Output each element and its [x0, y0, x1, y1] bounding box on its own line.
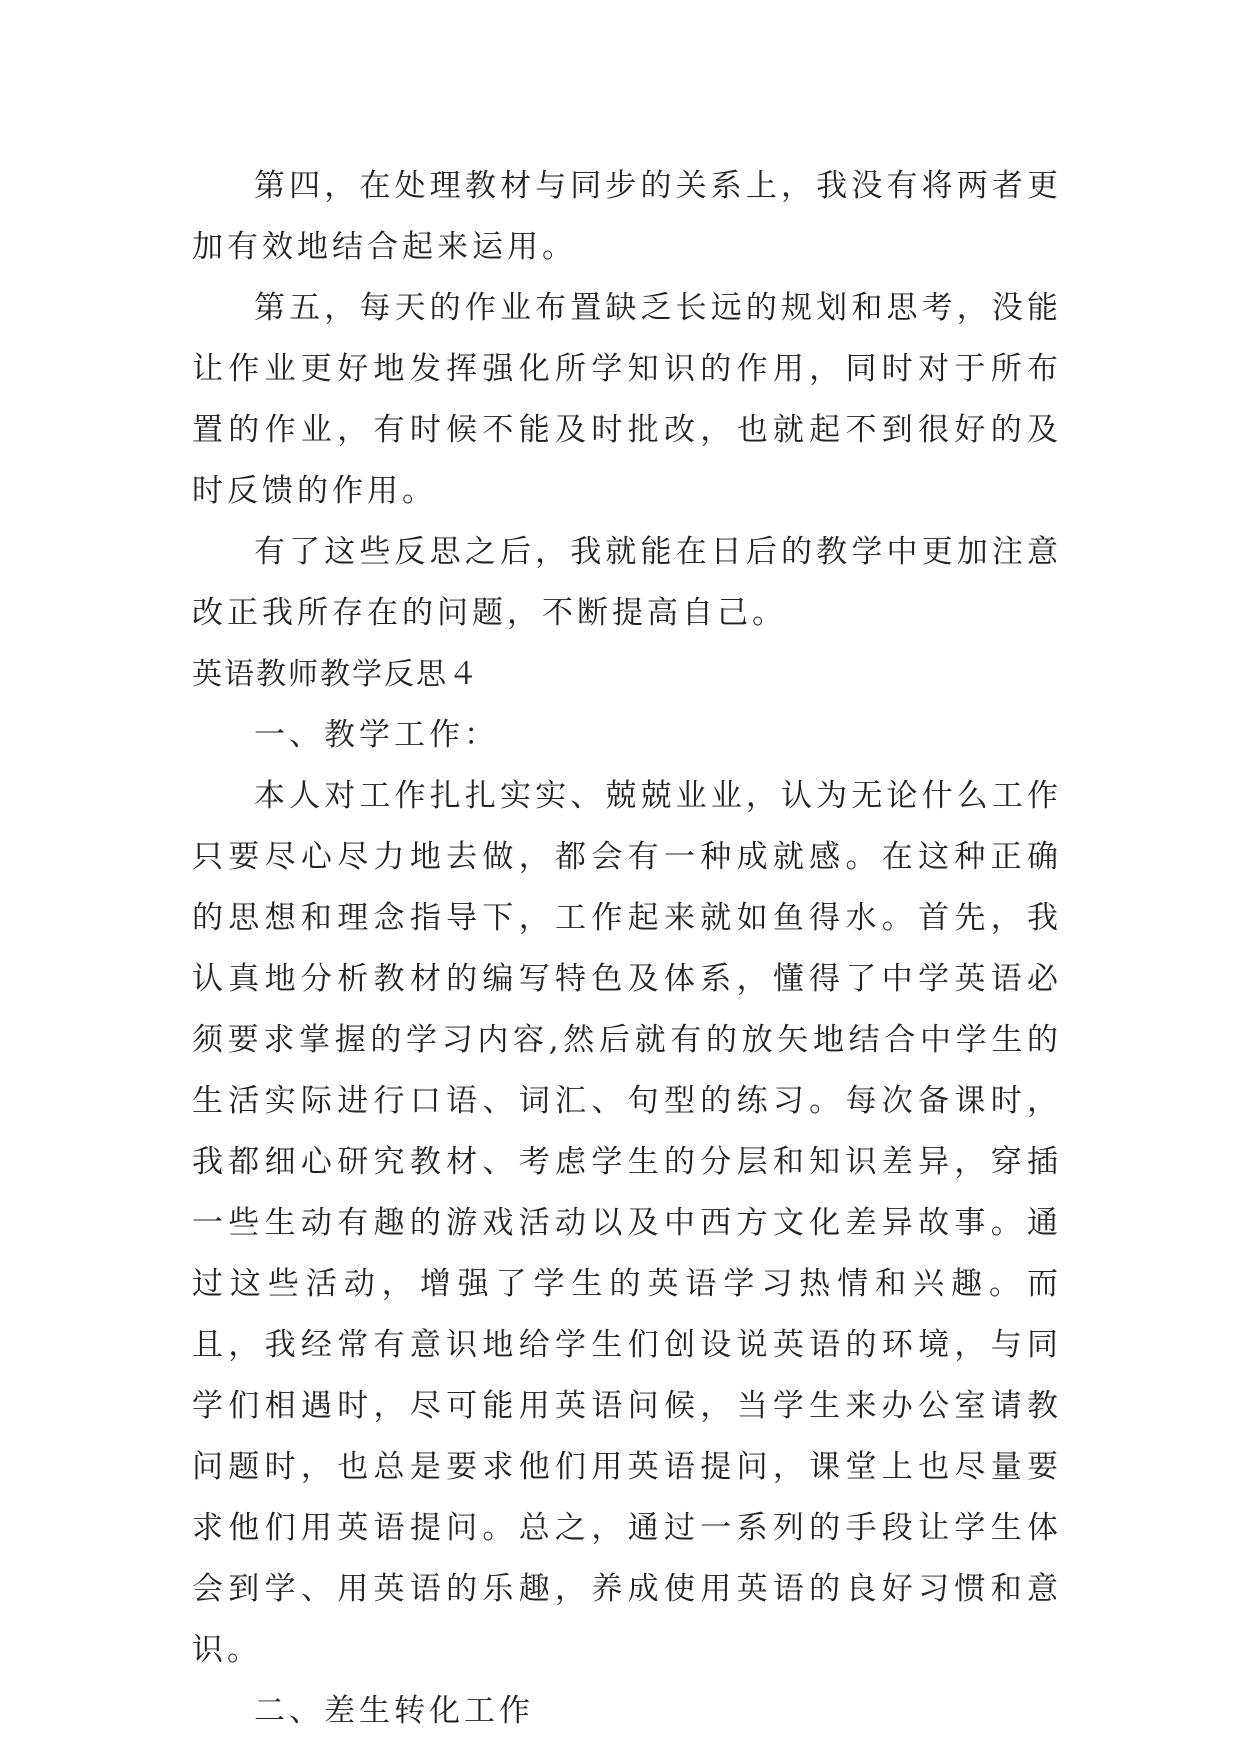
document-body: [192, 156, 1062, 1742]
paragraph-fifth-point: 第五，每天的作业布置缺乏长远的规划和思考，没能让作业更好地发挥强化所学知识的作用，同时对于所布置的作业，有时候不能及时批改，也就起不到很好的及时反馈的作用。: [192, 290, 1062, 509]
paragraph-teaching-work: 本人对工作扎扎实实、兢兢业业，认为无论什么工作只要尽心尽力地去做，都会有一种成就感。在这种正确的思想和理念指导下，工作起来就如鱼得水。首先，我认真地分析教材的编写特色及体系，懂得了中学英语必须要求掌握的学习内容,然后就有的放矢地结合中学生的生活实际进行口语、词汇、句型的练习。每次备课时，我都细心研究教材、考虑学生的分层和知识差异，穿插一些生动有趣的游戏活动以及中西方文化差异故事。通过这些活动，增强了学生的英语学习热情和兴趣。而且，我经常有意识地给学生们创设说英语的环境，与同学们相遇时，尽可能用英语问候，当学生来办公室请教问题时，也总是要求他们用英语提问，课堂上也尽量要求他们用英语提问。总之，通过一系列的手段让学生体会到学、用英语的乐趣，养成使用英语的良好习惯和意识。: [192, 778, 1062, 1668]
paragraph-conclusion: 有了这些反思之后，我就能在日后的教学中更加注意改正我所存在的问题，不断提高自己。: [192, 534, 1062, 631]
section-title-teaching-work: 一、教学工作：: [254, 717, 499, 753]
article-heading: 英语教师教学反思４: [192, 657, 480, 692]
section-title-weak-students: 二、差生转化工作: [254, 1693, 534, 1729]
paragraph-fourth-point: 第四，在处理教材与同步的关系上，我没有将两者更加有效地结合起来运用。: [192, 168, 1062, 265]
